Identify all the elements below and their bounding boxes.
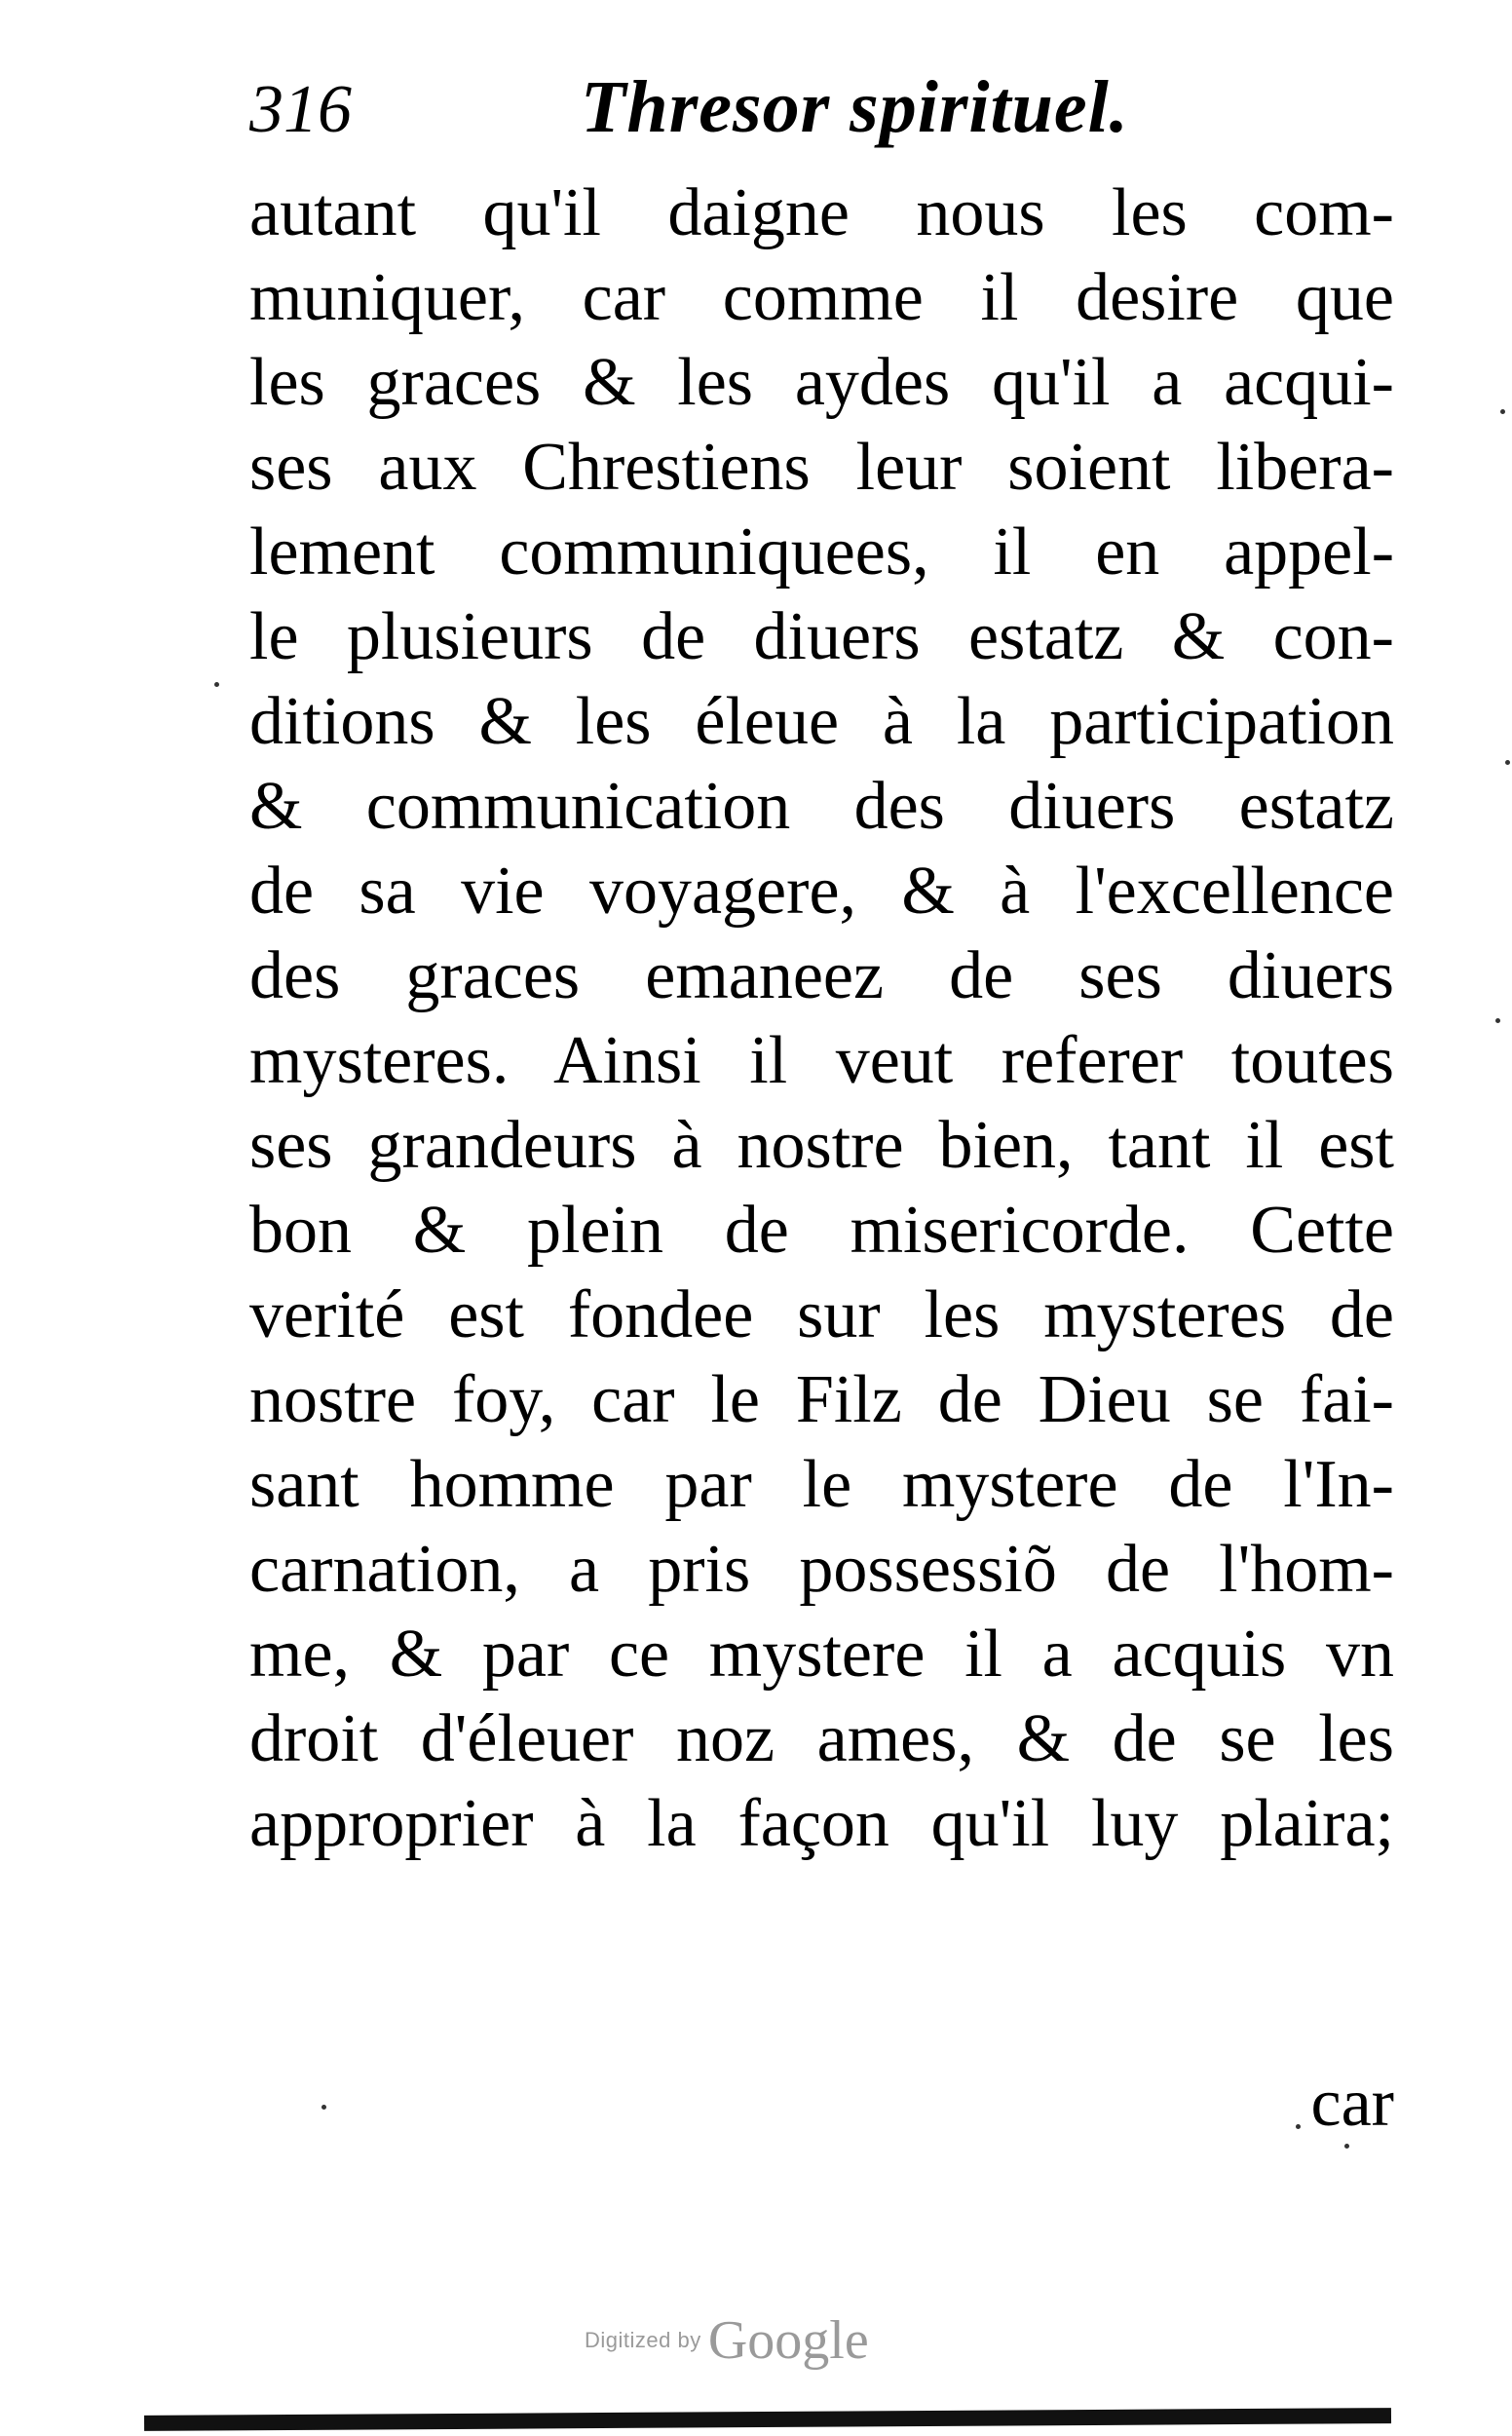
text-line: les graces & les aydes qu'il a acqui- xyxy=(249,345,1394,420)
text-line: ses aux Chrestiens leur soient libera- xyxy=(249,430,1394,505)
text-line: des graces emaneez de ses diuers xyxy=(249,938,1394,1013)
text-line: nostre foy, car le Filz de Dieu se fai- xyxy=(249,1362,1394,1437)
running-head xyxy=(249,54,1399,171)
text-line: verité est fondee sur les mysteres de xyxy=(249,1277,1394,1352)
scan-speck xyxy=(1495,1018,1500,1023)
scan-speck xyxy=(321,2105,326,2110)
running-title: Thresor spirituel. xyxy=(581,66,1129,148)
text-line: muniquer, car comme il desire que xyxy=(249,260,1394,335)
body-text xyxy=(249,171,1394,1866)
text-line: sant homme par le mystere de l'In- xyxy=(249,1447,1394,1522)
text-line: ditions & les éleue à la participation xyxy=(249,684,1394,759)
text-line: de sa vie voyagere, & à l'excellence xyxy=(249,854,1394,929)
text-line: droit d'éleuer noz ames, & de se les xyxy=(249,1701,1394,1776)
scan-speck xyxy=(214,682,219,687)
text-line: bon & plein de misericorde. Cette xyxy=(249,1193,1394,1268)
text-line: ses grandeurs à nostre bien, tant il est xyxy=(249,1108,1394,1183)
text-line: & communication des diuers estatz xyxy=(249,769,1394,844)
watermark-logo: Google xyxy=(707,2310,869,2371)
text-line: autant qu'il daigne nous les com- xyxy=(249,175,1394,250)
scan-speck xyxy=(1500,409,1505,414)
text-line: carnation, a pris possessiõ de l'hom- xyxy=(249,1532,1394,1607)
digitization-watermark xyxy=(585,2309,935,2378)
text-line: le plusieurs de diuers estatz & con- xyxy=(249,599,1394,674)
scan-edge-rule xyxy=(144,2408,1391,2431)
scan-speck xyxy=(1505,760,1510,765)
scan-speck xyxy=(1296,2124,1301,2129)
text-line: lement communiquees, il en appel- xyxy=(249,514,1394,590)
text-line: mysteres. Ainsi il veut referer toutes xyxy=(249,1023,1394,1098)
watermark-prefix: Digitized by xyxy=(585,2328,701,2352)
catchword: car xyxy=(1310,2066,1394,2141)
page-number: 316 xyxy=(249,72,352,147)
text-line: me, & par ce mystere il a acquis vn xyxy=(249,1617,1394,1692)
scan-speck xyxy=(1344,2144,1349,2149)
text-line: approprier à la façon qu'il luy plaira; xyxy=(249,1786,1394,1861)
